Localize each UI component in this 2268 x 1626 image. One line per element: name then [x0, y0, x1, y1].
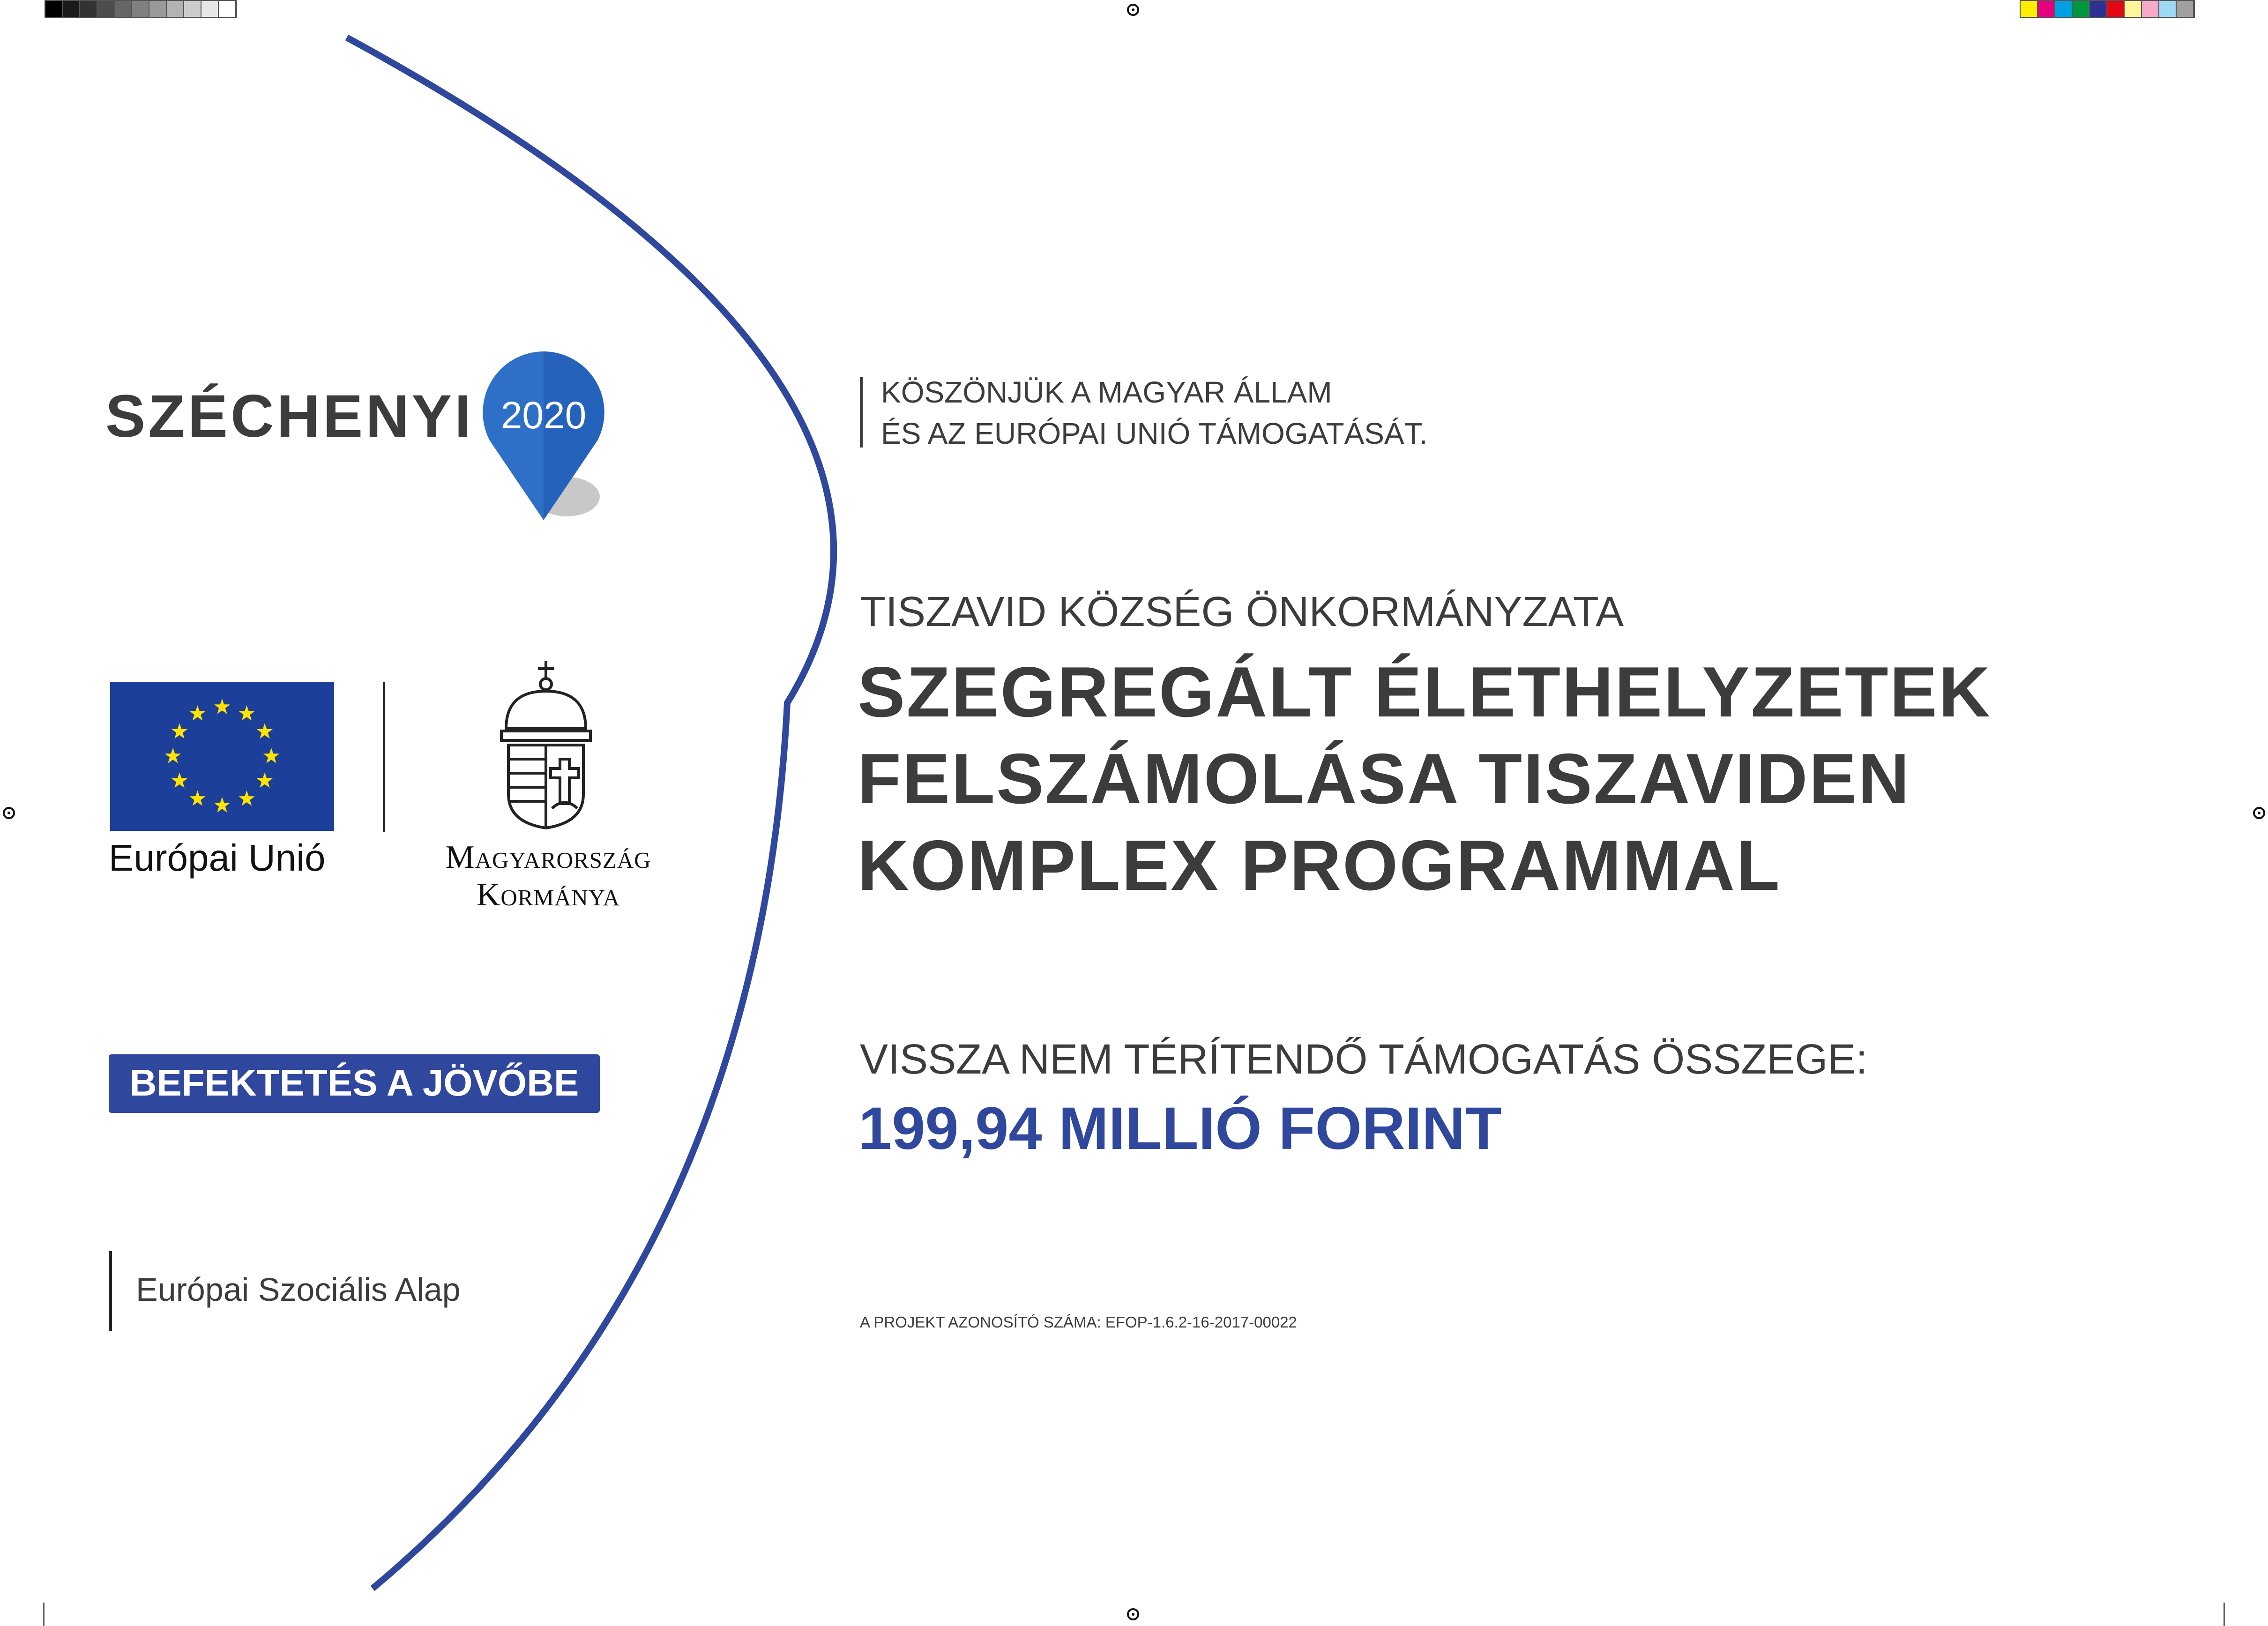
investment-badge-label: BEFEKTETÉS A JÖVŐBE	[129, 1062, 579, 1104]
logo-divider	[383, 682, 385, 832]
beneficiary: TISZAVID KÖZSÉG ÖNKORMÁNYZATA	[860, 589, 1624, 635]
project-id: A PROJEKT AZONOSÍTÓ SZÁMA: EFOP-1.6.2-16-2017-00022	[860, 1313, 1297, 1331]
coat-of-arms-icon	[497, 658, 595, 832]
szechenyi-wordmark: SZÉCHENYI	[105, 383, 474, 450]
fund-divider	[109, 1251, 112, 1331]
government-label-line1: Magyarország	[445, 839, 651, 875]
eu-flag-icon	[110, 682, 334, 831]
szechenyi-year: 2020	[500, 394, 587, 437]
project-title-line3: KOMPLEX PROGRAMMAL	[858, 826, 1781, 905]
thanks-line2: ÉS AZ EURÓPAI UNIÓ TÁMOGATÁSÁT.	[881, 417, 1428, 450]
government-label-line2: Kormánya	[476, 877, 620, 913]
grant-label: VISSZA NEM TÉRÍTENDŐ TÁMOGATÁS ÖSSZEGE:	[860, 1036, 1868, 1083]
grant-amount: 199,94 MILLIÓ FORINT	[858, 1095, 1502, 1162]
project-title-line2: FELSZÁMOLÁSA TISZAVIDEN	[858, 739, 1911, 819]
eu-label: Európai Unió	[109, 837, 326, 879]
project-title-line1: SZEGREGÁLT ÉLETHELYZETEK	[858, 652, 1992, 732]
fund-label: Európai Szociális Alap	[136, 1271, 461, 1308]
thanks-line1: KÖSZÖNJÜK A MAGYAR ÁLLAM	[881, 375, 1332, 409]
thanks-divider	[860, 377, 863, 448]
